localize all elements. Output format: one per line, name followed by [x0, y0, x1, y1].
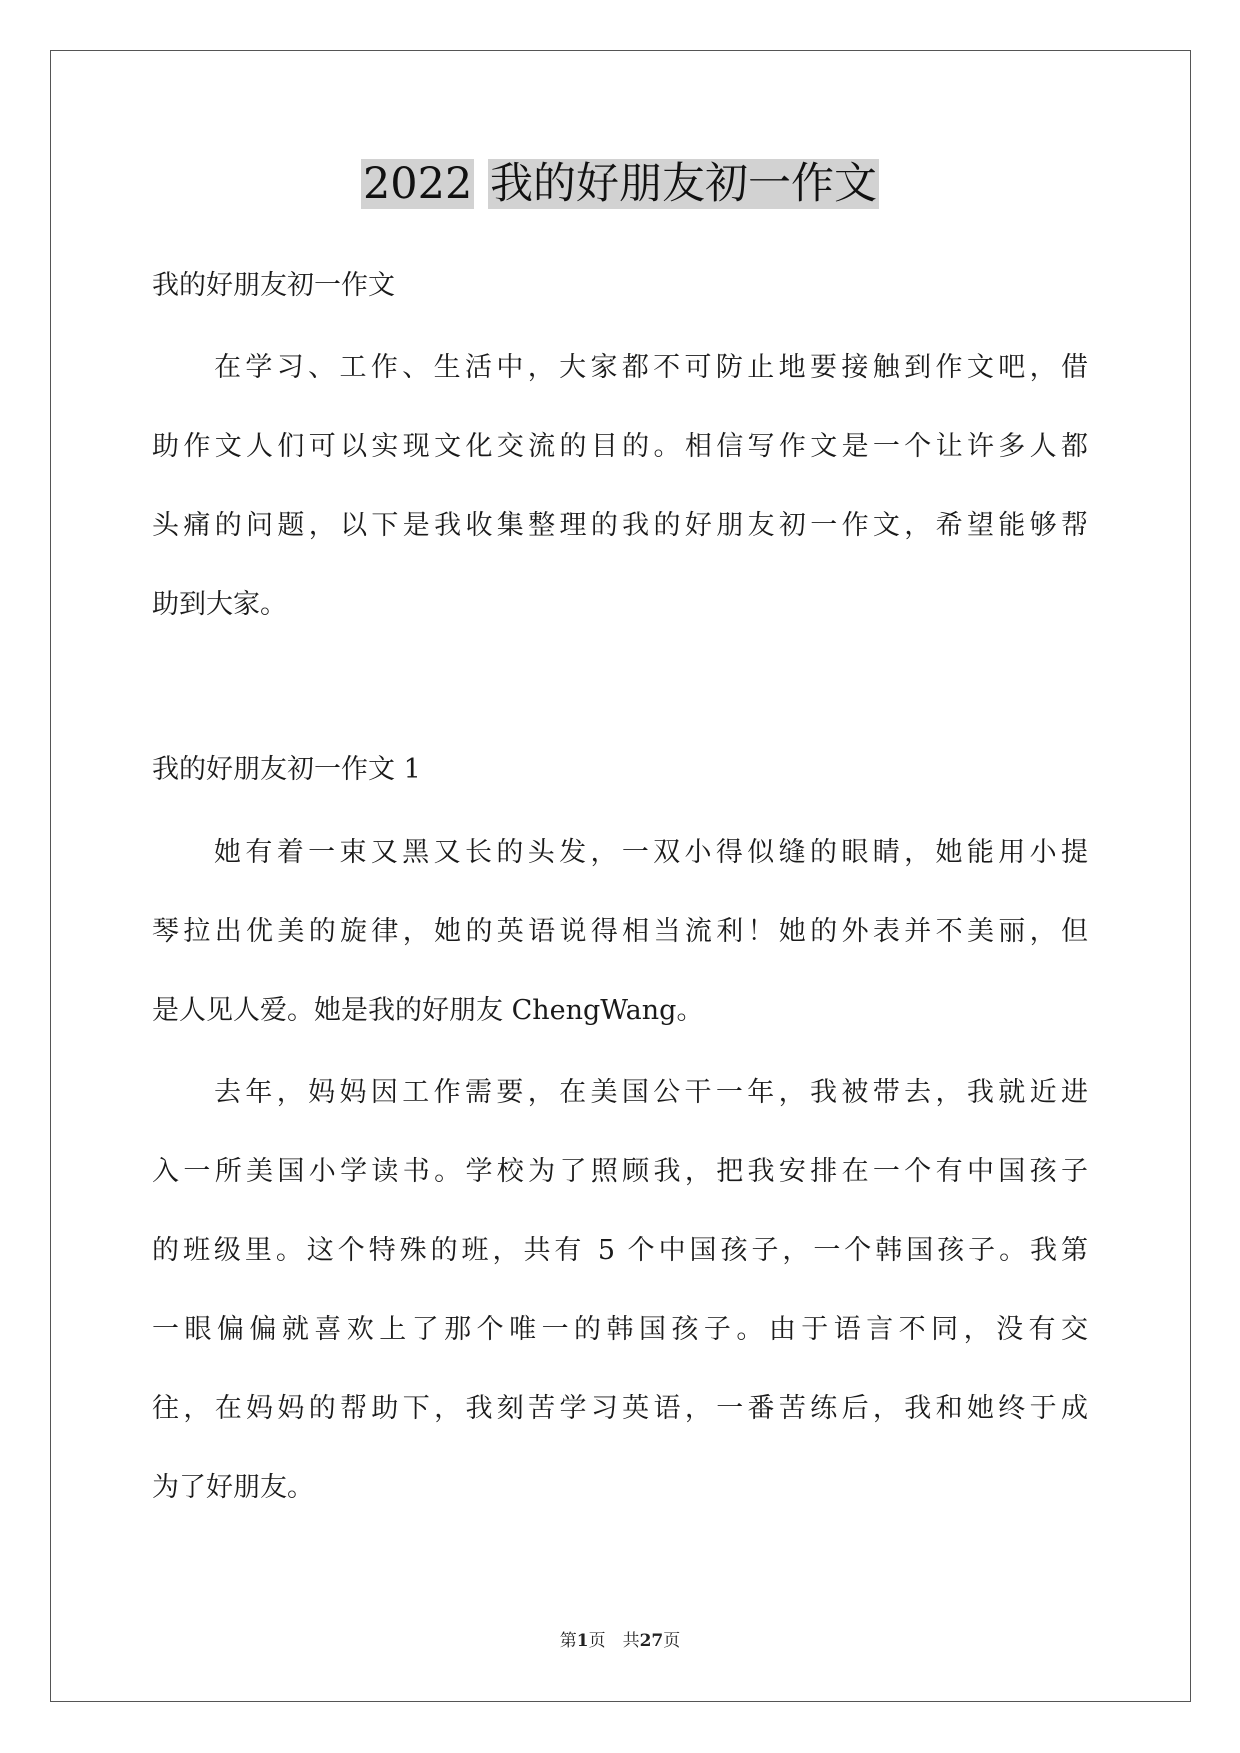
subtitle: 我的好朋友初一作文 — [152, 270, 395, 301]
paragraph-line: 去年，妈妈因工作需要，在美国公干一年，我被带去，我就近进 — [214, 1077, 1088, 1108]
title-text: 我的好朋友初一作文 — [490, 159, 878, 209]
paragraph-line: 琴拉出优美的旋律，她的英语说得相当流利！她的外表并不美丽，但 — [152, 916, 1088, 947]
paragraph-line: 入一所美国小学读书。学校为了照顾我，把我安排在一个有中国孩子 — [152, 1156, 1088, 1187]
section-heading: 我的好朋友初一作文 1 — [152, 754, 421, 785]
intro-line: 在学习、工作、生活中，大家都不可防止地要接触到作文吧，借 — [214, 352, 1088, 383]
footer-mid: 页 共 — [588, 1631, 640, 1651]
intro-line: 头痛的问题，以下是我收集整理的我的好朋友初一作文，希望能够帮 — [152, 510, 1088, 541]
paragraph-line: 的班级里。这个特殊的班，共有 5 个中国孩子，一个韩国孩子。我第 — [152, 1235, 1088, 1266]
paragraph-line: 她有着一束又黑又长的头发，一双小得似缝的眼睛，她能用小提 — [214, 837, 1088, 868]
intro-line: 助到大家。 — [152, 589, 287, 620]
footer-current-page: 1 — [576, 1631, 589, 1651]
paragraph-line: 为了好朋友。 — [152, 1472, 314, 1503]
footer-total-pages: 27 — [639, 1631, 664, 1651]
intro-line: 助作文人们可以实现文化交流的目的。相信写作文是一个让许多人都 — [152, 431, 1088, 462]
paragraph-line: 往，在妈妈的帮助下，我刻苦学习英语，一番苦练后，我和她终于成 — [152, 1393, 1088, 1424]
page-number-footer — [0, 1626, 1240, 1651]
footer-prefix: 第 — [559, 1631, 577, 1651]
document-title — [361, 155, 879, 213]
title-year: 2022 — [362, 159, 473, 209]
paragraph-line: 是人见人爱。她是我的好朋友 ChengWang。 — [152, 995, 704, 1026]
footer-suffix: 页 — [663, 1631, 681, 1651]
paragraph-line: 一眼偏偏就喜欢上了那个唯一的韩国孩子。由于语言不同，没有交 — [152, 1314, 1088, 1345]
title-container — [0, 155, 1240, 213]
